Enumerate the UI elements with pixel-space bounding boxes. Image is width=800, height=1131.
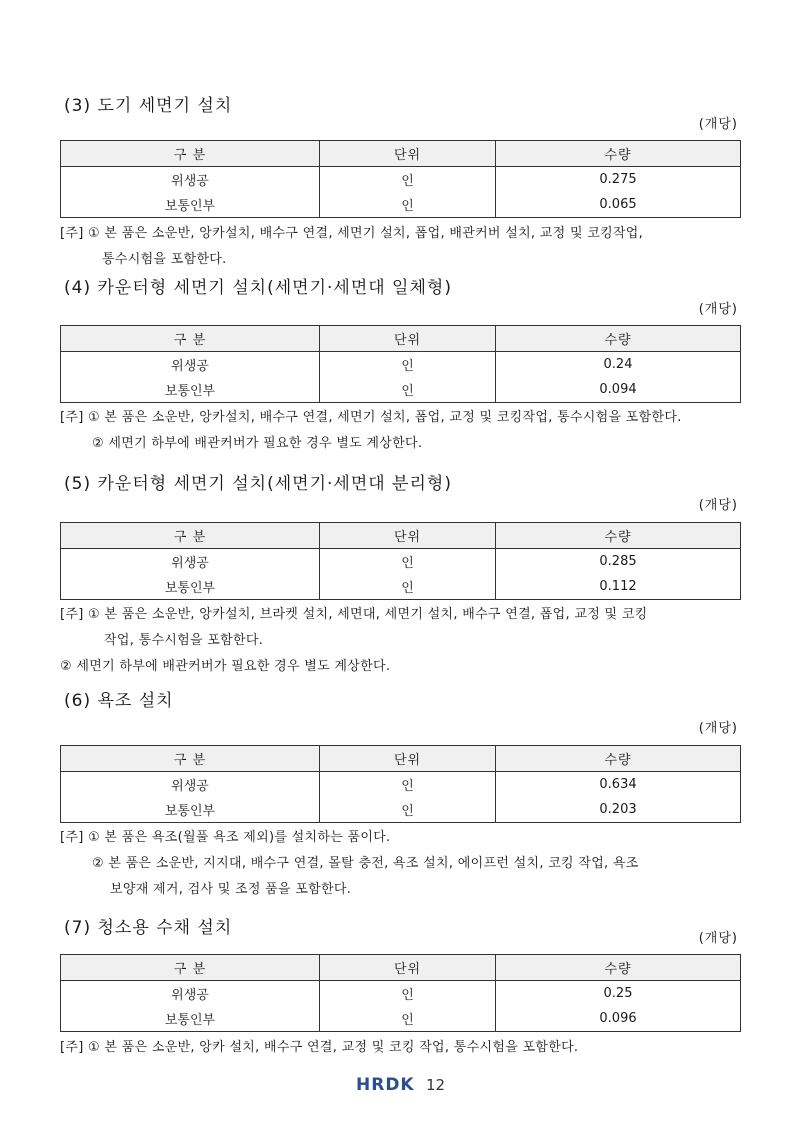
row-unit: 인 xyxy=(320,574,496,600)
row-unit: 인 xyxy=(320,549,496,575)
row-unit: 인 xyxy=(320,772,496,798)
section-3-unit: (개당) xyxy=(698,117,738,132)
table-header-row xyxy=(61,326,741,352)
section-7-note-1: [주] ① 본 품은 소운반, 앙카 설치, 배수구 연결, 교정 및 코킹 작업, 통수시험을 포함한다. xyxy=(60,1040,579,1055)
header-category: 구 분 xyxy=(61,746,320,772)
page-number: 12 xyxy=(426,1076,446,1094)
row-unit: 인 xyxy=(320,1006,496,1032)
section-4-table xyxy=(60,325,741,403)
section-7-unit: (개당) xyxy=(698,931,738,946)
table-row xyxy=(61,352,741,378)
table-row xyxy=(61,981,741,1007)
row-name: 위생공 xyxy=(61,549,320,575)
section-5-table xyxy=(60,522,741,600)
row-qty: 0.096 xyxy=(496,1006,741,1032)
row-unit: 인 xyxy=(320,192,496,218)
header-unit: 단위 xyxy=(320,746,496,772)
header-quantity: 수량 xyxy=(496,326,741,352)
header-category: 구 분 xyxy=(61,955,320,981)
row-qty: 0.094 xyxy=(496,377,741,403)
header-category: 구 분 xyxy=(61,523,320,549)
row-qty: 0.112 xyxy=(496,574,741,600)
table-row xyxy=(61,549,741,575)
row-name: 위생공 xyxy=(61,352,320,378)
section-3-title: (3) 도기 세면기 설치 xyxy=(64,96,233,116)
row-name: 보통인부 xyxy=(61,1006,320,1032)
section-6-table xyxy=(60,745,741,823)
section-4-title: (4) 카운터형 세면기 설치(세면기·세면대 일체형) xyxy=(64,278,452,298)
row-unit: 인 xyxy=(320,981,496,1007)
row-name: 보통인부 xyxy=(61,797,320,823)
row-qty: 0.25 xyxy=(496,981,741,1007)
row-name: 위생공 xyxy=(61,167,320,193)
table-row xyxy=(61,574,741,600)
header-unit: 단위 xyxy=(320,326,496,352)
section-5-note-3: ② 세면기 하부에 배관커버가 필요한 경우 별도 계상한다. xyxy=(60,659,391,674)
table-header-row xyxy=(61,746,741,772)
header-quantity: 수량 xyxy=(496,746,741,772)
section-4-unit: (개당) xyxy=(698,302,738,317)
row-qty: 0.285 xyxy=(496,549,741,575)
header-category: 구 분 xyxy=(61,141,320,167)
row-qty: 0.275 xyxy=(496,167,741,193)
table-row xyxy=(61,377,741,403)
section-5-unit: (개당) xyxy=(698,498,738,513)
table-row xyxy=(61,797,741,823)
header-quantity: 수량 xyxy=(496,141,741,167)
header-category: 구 분 xyxy=(61,326,320,352)
section-4-note-2: ② 세면기 하부에 배관커버가 필요한 경우 별도 계상한다. xyxy=(92,436,423,451)
row-name: 보통인부 xyxy=(61,574,320,600)
hrdk-logo: HRDK xyxy=(356,1075,415,1095)
row-unit: 인 xyxy=(320,797,496,823)
section-5-note-1: [주] ① 본 품은 소운반, 앙카설치, 브라켓 설치, 세면대, 세면기 설치, 배수구 연결, 폽업, 교정 및 코킹 xyxy=(60,607,648,622)
row-unit: 인 xyxy=(320,352,496,378)
section-3-table xyxy=(60,140,741,218)
row-unit: 인 xyxy=(320,167,496,193)
row-name: 보통인부 xyxy=(61,377,320,403)
table-row xyxy=(61,167,741,193)
header-unit: 단위 xyxy=(320,141,496,167)
row-qty: 0.634 xyxy=(496,772,741,798)
row-name: 위생공 xyxy=(61,981,320,1007)
section-6-note-2: ② 본 품은 소운반, 지지대, 배수구 연결, 몰탈 충전, 욕조 설치, 에이프런 설치, 코킹 작업, 욕조 xyxy=(92,856,639,871)
table-row xyxy=(61,1006,741,1032)
section-6-title: (6) 욕조 설치 xyxy=(64,691,174,711)
row-unit: 인 xyxy=(320,377,496,403)
table-header-row xyxy=(61,141,741,167)
table-row xyxy=(61,772,741,798)
row-qty: 0.203 xyxy=(496,797,741,823)
table-header-row xyxy=(61,523,741,549)
table-header-row xyxy=(61,955,741,981)
section-4-note-1: [주] ① 본 품은 소운반, 앙카설치, 배수구 연결, 세면기 설치, 폽업, 교정 및 코킹작업, 통수시험을 포함한다. xyxy=(60,410,682,425)
section-7-table xyxy=(60,954,741,1032)
row-name: 보통인부 xyxy=(61,192,320,218)
header-unit: 단위 xyxy=(320,523,496,549)
row-qty: 0.24 xyxy=(496,352,741,378)
section-6-note-1: [주] ① 본 품은 욕조(월풀 욕조 제외)를 설치하는 품이다. xyxy=(60,830,391,845)
section-7-title: (7) 청소용 수채 설치 xyxy=(64,918,233,938)
section-5-note-2: 작업, 통수시험을 포함한다. xyxy=(104,633,264,648)
table-row xyxy=(61,192,741,218)
row-qty: 0.065 xyxy=(496,192,741,218)
section-6-unit: (개당) xyxy=(698,721,738,736)
header-quantity: 수량 xyxy=(496,523,741,549)
section-3-note-2: 통수시험을 포함한다. xyxy=(102,252,227,267)
row-name: 위생공 xyxy=(61,772,320,798)
header-quantity: 수량 xyxy=(496,955,741,981)
section-6-note-3: 보양재 제거, 검사 및 조정 품을 포함한다. xyxy=(110,882,352,897)
section-3-note-1: [주] ① 본 품은 소운반, 앙카설치, 배수구 연결, 세면기 설치, 폽업, 배관커버 설치, 교정 및 코킹작업, xyxy=(60,226,644,241)
section-5-title: (5) 카운터형 세면기 설치(세면기·세면대 분리형) xyxy=(64,474,452,494)
header-unit: 단위 xyxy=(320,955,496,981)
